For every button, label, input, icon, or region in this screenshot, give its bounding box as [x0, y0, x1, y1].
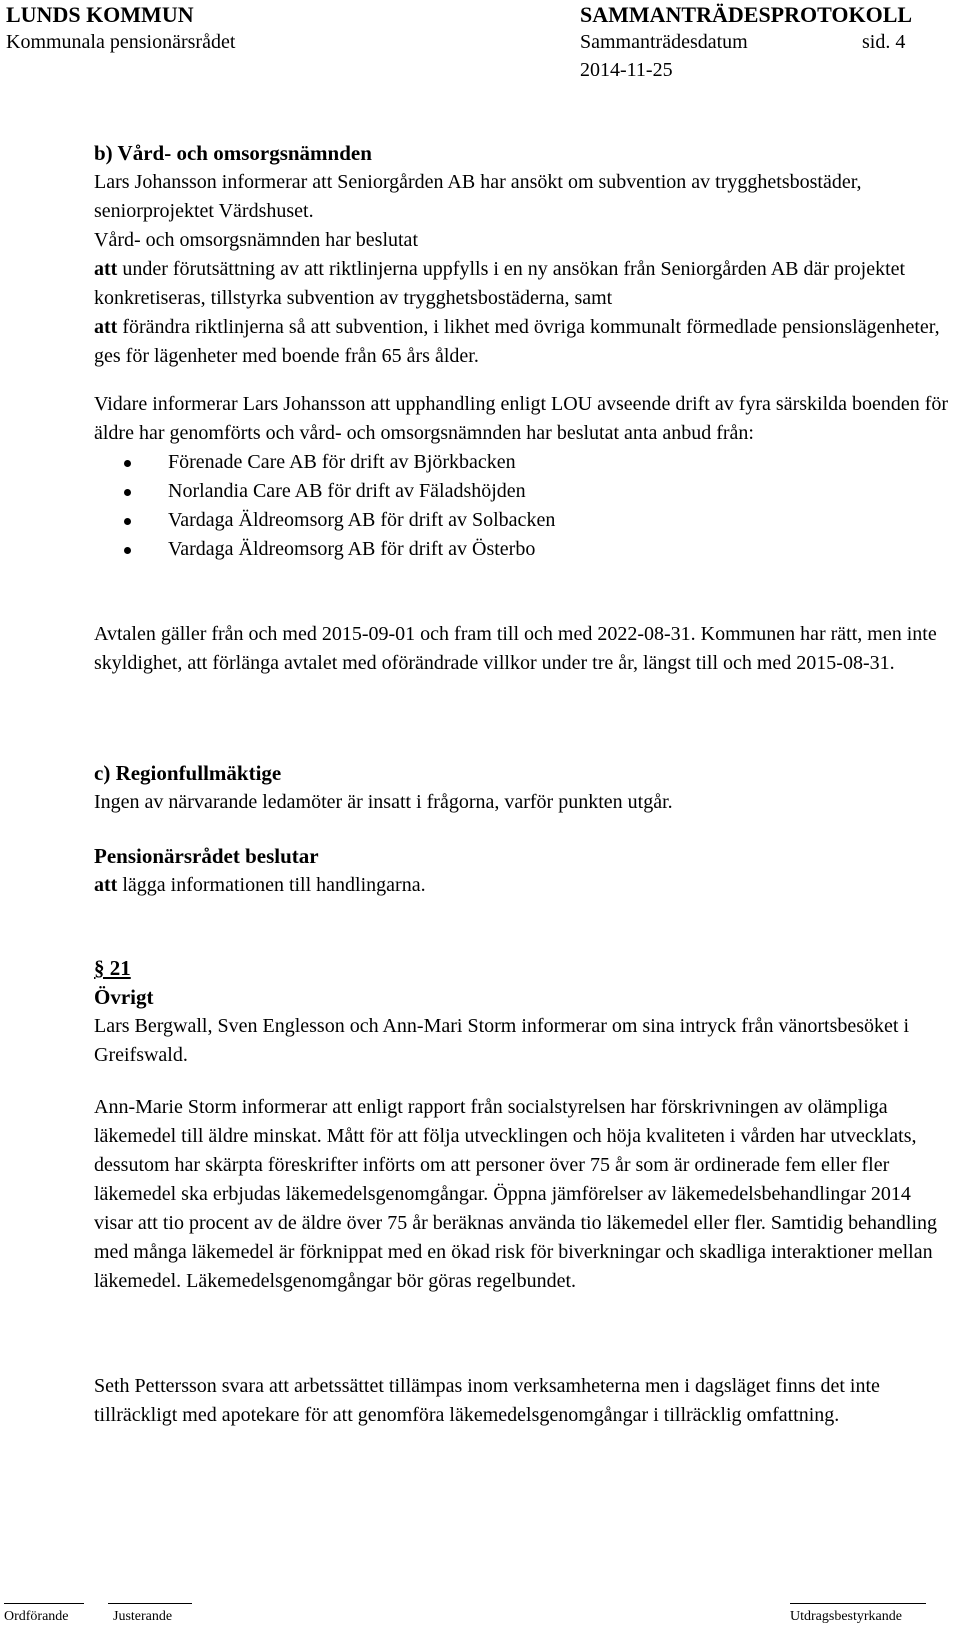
section-b-decision-2: att förändra riktlinjerna så att subvention, i likhet med övriga kommunalt förmedlade pensionslägenheter, ges för lägenheter med boende från 65 års ålder. — [94, 316, 940, 367]
adjuster-signature-line — [108, 1603, 192, 1604]
section-21 — [94, 954, 954, 1070]
extract-signature-line — [790, 1603, 926, 1604]
section-21-para-2: Ann-Marie Storm informerar att enligt rapport från socialstyrelsen har förskrivningen av olämpliga läkemedel till äldre minskat. Mått för att följa utvecklingen och höja kvaliteten i vården har utvecklats, dessutom har skärpta föreskrifter införts om att personer över 75 år som är ordinerade fem eller fler läkemedel ska erbjudas läkemedelsgenomgångar. Öppna jämförelser av läkemedelsbehandlingar 2014 visar att tio procent av de äldre över 75 år beräknas använda tio läkemedel eller fler. Samtidig behandling med många läkemedel är förknippat med en ökad risk för biverkningar och skadliga interaktioner mellan läkemedel. Läkemedelsgenomgångar bör göras regelbundet. — [94, 1096, 938, 1292]
bullet-icon — [124, 518, 131, 525]
list-item: Förenade Care AB för drift av Björkbacken — [94, 448, 954, 477]
chair-signature-line — [4, 1603, 84, 1604]
section-21-title: Övrigt — [94, 985, 154, 1009]
bullet-icon — [124, 460, 131, 467]
decision-heading: Pensionärsrådet beslutar — [94, 844, 319, 868]
att-keyword: att — [94, 316, 118, 338]
meeting-date-label: Sammanträdesdatum — [580, 31, 748, 53]
section-b-heading: b) Vård- och omsorgsnämnden — [94, 141, 372, 165]
bullet-icon — [124, 489, 131, 496]
decision-text: att lägga informationen till handlingarna. — [94, 874, 426, 896]
att-keyword: att — [94, 258, 118, 280]
list-item: Norlandia Care AB för drift av Fäladshöjden — [94, 477, 954, 506]
att-keyword: att — [94, 874, 118, 896]
section-c-text: Ingen av närvarande ledamöter är insatt i frågorna, varför punkten utgår. — [94, 791, 673, 813]
section-21-para-2-block — [94, 1093, 954, 1296]
section-21-para-3: Seth Pettersson svara att arbetssättet tillämpas inom verksamheterna men i dagsläget finns det inte tillräckligt med apotekare för att genomföra läkemedelsgenomgångar i tillräcklig omfattning. — [94, 1375, 880, 1426]
procurement-block — [94, 390, 954, 564]
meeting-date: 2014-11-25 — [580, 59, 673, 81]
contract-period-text: Avtalen gäller från och med 2015-09-01 och fram till och med 2022-08-31. Kommunen har rätt, men inte skyldighet, att förlänga avtalet med oförändrade villkor under tre år, längst till och med 2015-08-31. — [94, 623, 937, 674]
org-name: LUNDS KOMMUN — [6, 2, 194, 27]
section-b — [94, 139, 954, 371]
adjuster-label: Justerande — [113, 1609, 173, 1624]
council-name: Kommunala pensionärsrådet — [6, 31, 236, 53]
section-b-decision-intro: Vård- och omsorgsnämnden har beslutat — [94, 229, 418, 251]
section-b-intro: Lars Johansson informerar att Seniorgården AB har ansökt om subvention av trygghetsbostäder, seniorprojektet Värdshuset. — [94, 171, 862, 222]
extract-label: Utdragsbestyrkande — [790, 1609, 902, 1624]
document-type: SAMMANTRÄDESPROTOKOLL — [580, 2, 913, 27]
section-21-para-3-block — [94, 1372, 954, 1430]
contract-period — [94, 620, 954, 678]
bullet-icon — [124, 547, 131, 554]
chair-label: Ordförande — [4, 1609, 69, 1624]
contract-list — [94, 448, 954, 564]
list-item: Vardaga Äldreomsorg AB för drift av Österbo — [94, 535, 954, 564]
list-item: Vardaga Äldreomsorg AB för drift av Solbacken — [94, 506, 954, 535]
section-c-heading: c) Regionfullmäktige — [94, 761, 282, 785]
page-number: sid. 4 — [862, 31, 906, 53]
procurement-text: Vidare informerar Lars Johansson att upphandling enligt LOU avseende drift av fyra särskilda boenden för äldre har genomförts och vård- och omsorgsnämnden har beslutat anta anbud från: — [94, 393, 949, 444]
decision-block — [94, 842, 954, 900]
section-c — [94, 759, 954, 817]
section-b-decision-1: att under förutsättning av att riktlinjerna uppfylls i en ny ansökan från Seniorgården AB där projektet konkretiseras, tillstyrka subvention av trygghetsbostäderna, samt — [94, 258, 906, 309]
paragraph-number: § 21 — [94, 956, 131, 980]
section-21-para-1: Lars Bergwall, Sven Englesson och Ann-Mari Storm informerar om sina intryck från vänortsbesöket i Greifswald. — [94, 1015, 910, 1066]
